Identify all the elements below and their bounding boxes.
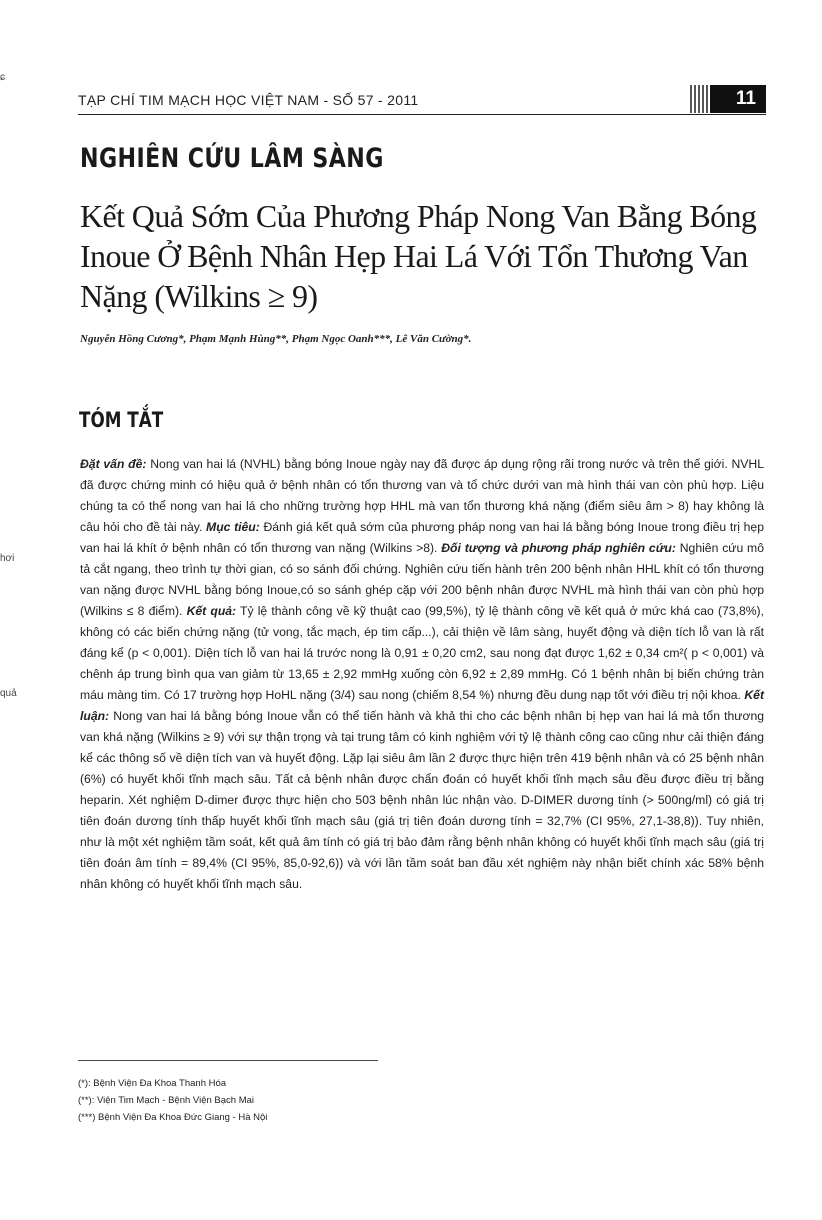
abstract-text-methods: Nghiên cứu mô tả cắt ngang, theo trình tự thời gian, có so sánh đối chứng. Nghiên cứu tiến hành trên 200 bệnh nhân HHL khít có tổn thương van nặng được NVHL bằng bóng Inoue,có so sánh ghép cặp với 200 bệnh nhân được NVHL mà hình thái van còn phù hợp (Wilkins ≤ 8 điểm). [80,541,764,618]
running-header [78,88,766,115]
footnote: (*): Bệnh Viện Đa Khoa Thanh Hóa [78,1078,227,1089]
affiliation-footnotes [78,1060,378,1126]
abstract-text-conclusion: Nong van hai lá bằng bóng Inoue vẫn có thể tiến hành và khả thi cho các bệnh nhân bị hẹp van hai lá mà tổn thương van khá nặng (Wilkins ≥ 9) với sự thận trọng và tại trung tâm có kinh nghiệm với tỷ lệ thành công cao cũng như cải thiện đáng kể các thông số về diện tích van và huyết động. Lặp lại siêu âm lần 2 được thực hiện trên 419 bệnh nhân và có 25 bệnh nhân (6%) có huyết khối tĩnh mạch sâu. Tất cả bệnh nhân được chẩn đoán có huyết khối tĩnh mạch sâu đều được điều trị bằng heparin. Xét nghiệm D-dimer được thực hiện cho 503 bệnh nhân lúc nhận vào. D-DIMER dương tính (> 500ng/ml) có giá trị tiên đoán dương tính thấp huyết khối tĩnh mạch sâu (giá trị tiên đoán dương tính = 32,7% (CI 95%, 27,1-38,8)). Tuy nhiên, như là một xét nghiệm tầm soát, kết quả âm tính có giá trị bảo đảm rằng bệnh nhân không có huyết khối tĩnh mạch sâu (giá trị tiên đoán âm tính = 89,4% (CI 95%, 85,0-92,6)) và với lần tầm soát ban đầu xét nghiệm này nhận biết chính xác 58% bệnh nhân không có huyết khối tĩnh mạch sâu. [80,709,764,891]
abstract-text-results: Tỷ lệ thành công về kỹ thuật cao (99,5%), tỷ lệ thành công về kết quả ở mức khá cao (73,8%), không có các biến chứng nặng (tử vong, tắc mạch, ép tim cấp...), cải thiện về lâm sàng, huyết động và diện tích lỗ van là rất đáng kể (p < 0,001). Diện tích lỗ van hai lá trước nong là 0,91 ± 0,20 cm2, sau nong đạt được 1,62 ± 0,34 cm²( p < 0,001) và chênh áp trung bình qua van giảm từ 13,65 ± 2,92 mmHg xuống còn 6,92 ± 2,89 mmHg. Có 1 bệnh nhân bị biến chứng tràn máu màng tim. Có 17 trường hợp HoHL nặng (3/4) sau nong (chiếm 8,54 %) nhưng đều dung nạp tốt với điều trị nội khoa. [80,604,765,702]
abstract-label-objective: Mục tiêu: [206,520,260,534]
journal-title: TẠP CHÍ TIM MẠCH HỌC VIỆT NAM - SỐ 57 - 2011 [78,92,419,108]
abstract-label-methods: Đối tượng và phương pháp nghiên cứu: [441,541,676,555]
abstract-text-objective: Đánh giá kết quả sớm của phương pháp nong van hai lá bằng bóng Inoue trong điều trị hẹp van hai lá khít ở bệnh nhân có tổn thương van nặng (Wilkins >8). [80,520,764,555]
page-number: 11 [735,88,756,109]
abstract-label-background: Đặt vấn đề: [80,457,147,471]
author-list: Nguyễn Hồng Cương*, Phạm Mạnh Hùng**, Phạm Ngọc Oanh***, Lê Văn Cường*. [80,333,472,345]
margin-mark: quả [0,688,17,699]
page-number-badge [710,85,766,113]
abstract-text-background: Nong van hai lá (NVHL) bằng bóng Inoue ngày nay đã được áp dụng rộng rãi trong nước và trên thế giới. NVHL đã được chứng minh có hiệu quả ở bệnh nhân có tổn thương van và tổ chức dưới van mà hình thái van còn phù hợp. Liệu chúng ta có thể nong van hai lá cho những trường hợp HHL mà van tổn thương khá nặng (điểm siêu âm > 8) hay không là câu hỏi cho đề tài này. [80,457,764,534]
margin-mark: ɕ [0,72,5,83]
section-label: NGHIÊN CỨU LÂM SÀNG [80,143,384,174]
footnote: (**): Viện Tim Mạch - Bệnh Viện Bạch Mai [78,1095,255,1106]
article-title: Kết Quả Sớm Của Phương Pháp Nong Van Bằng Bóng Inoue Ở Bệnh Nhân Hẹp Hai Lá Với Tổn Thương Van Nặng (Wilkins ≥ 9) [80,198,757,314]
margin-mark: hơi [0,553,15,564]
footnote: (***) Bệnh Viện Đa Khoa Đức Giang - Hà Nội [78,1112,268,1123]
abstract-label-results: Kết quả: [186,604,237,618]
abstract-heading: TÓM TẮT [79,408,164,432]
abstract-body [80,454,764,895]
abstract-label-conclusion: Kết luận: [80,688,764,723]
